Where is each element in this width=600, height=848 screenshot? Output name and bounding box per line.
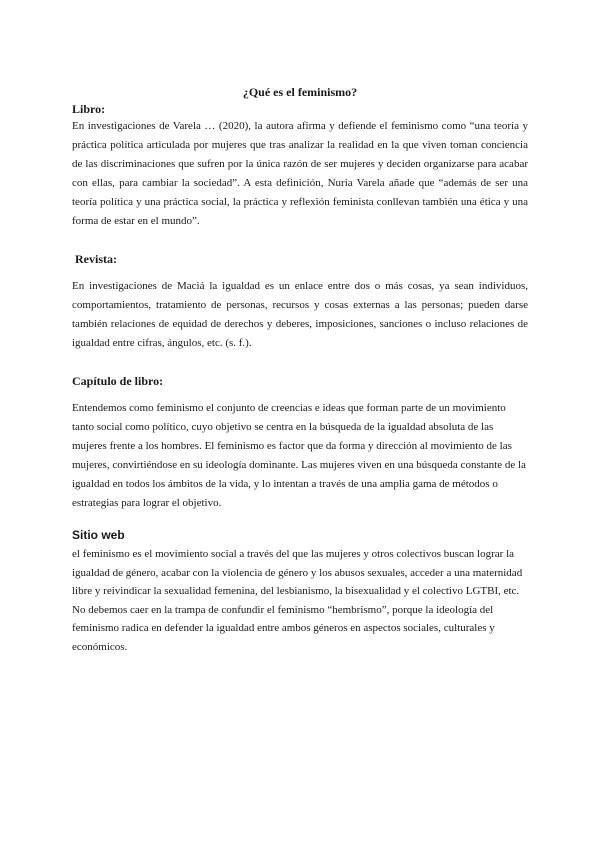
section-body-capitulo: Entendemos como feminismo el conjunto de creencias e ideas que forman parte de un movimiento tanto social como político, cuyo objetivo se centra en la búsqueda de la igualdad absoluta de las mujeres frente a los hombres. El feminismo es factor que da forma y dirección al movimiento de las mujeres, convirtiéndose en su ideología dominante. Las mujeres viven en una búsqueda constante de la igualdad en todos los ámbitos de la vida, y lo intentan a través de una amplia gama de métodos o estrategias para lograr el objetivo. — [72, 402, 526, 509]
document-title: ¿Qué es el feminismo? — [242, 85, 358, 99]
section-body-revista: En investigaciones de Maciá la igualdad es un enlace entre dos o más cosas, ya sean individuos, comportamientos, tratamiento de personas, recursos y cosas externas a las personas; pueden darse también relaciones de equidad de derechos y deberes, imposiciones, sanciones o incluso relaciones de igualdad entre cifras, ángulos, etc. (s. f.). — [72, 280, 528, 349]
document-page — [72, 84, 528, 656]
section-heading-capitulo: Capítulo de libro: — [72, 374, 164, 388]
section-heading-libro: Libro: — [72, 102, 106, 116]
section-body-sitio-web: el feminismo es el movimiento social a través del que las mujeres y otros colectivos buscan lograr la igualdad de género, acabar con la violencia de género y los abusos sexuales, acceder a una maternidad libre y reivindicar la sexualidad femenina, del lesbianismo, la bisexualidad y el colectivo LGTBI, etc. No debemos caer en la trampa de confundir el feminismo “hembrismo”, porque la ideología del feminismo radica en defender la igualdad entre ambos géneros en aspectos sociales, culturales y económicos. — [72, 548, 523, 653]
section-heading-revista: Revista: — [72, 252, 117, 266]
section-heading-sitio-web: Sitio web — [72, 528, 125, 542]
section-body-libro: En investigaciones de Varela … (2020), la autora afirma y defiende el feminismo como “una teoría y práctica política articulada por mujeres que tras analizar la realidad en la que viven toman conciencia de las discriminaciones que sufren por la única razón de ser mujeres y deciden organizarse para acabar con ellas, para cambiar la sociedad”. A esta definición, Nuria Varela añade que “además de ser una teoría política y una práctica social, la práctica y reflexión feminista conllevan también una ética y una forma de estar en el mundo”. — [72, 120, 528, 227]
